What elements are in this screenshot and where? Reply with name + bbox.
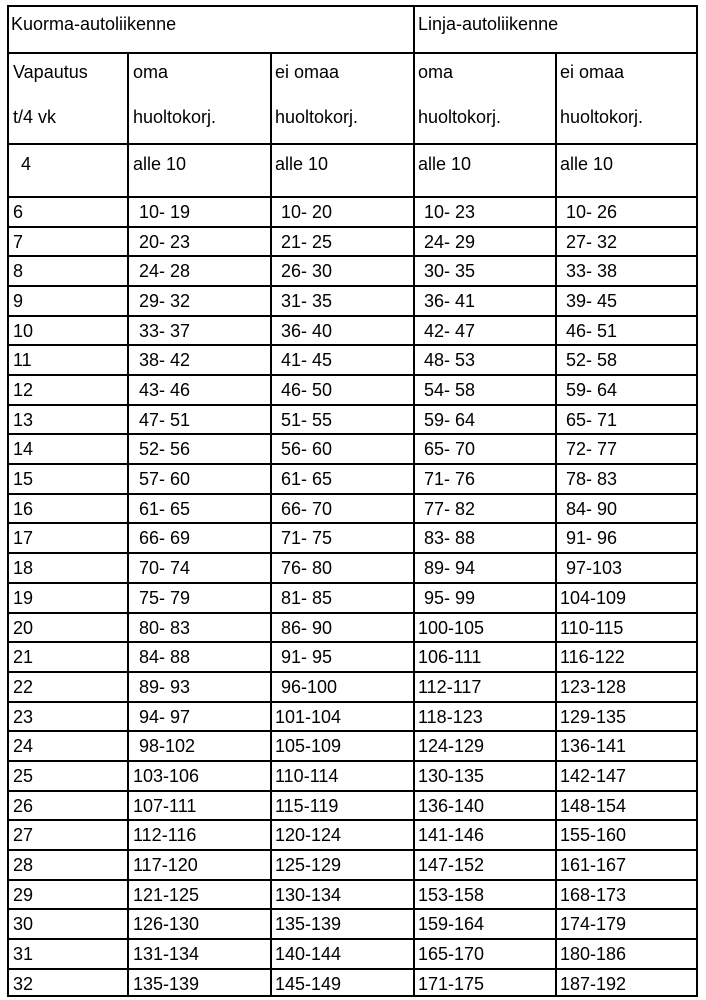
- table-cell: 10- 23: [424, 202, 476, 222]
- row-divider: [9, 552, 696, 554]
- row-divider: [9, 790, 696, 792]
- table-cell: 187-192: [560, 974, 627, 994]
- table-cell: 21- 25: [281, 232, 333, 252]
- table-cell: 26: [13, 796, 34, 816]
- table-cell: 126-130: [133, 914, 200, 934]
- table-cell: 9: [13, 291, 24, 311]
- table-cell: 41- 45: [281, 350, 333, 370]
- table-cell: 16: [13, 499, 34, 519]
- table-cell: 29- 32: [139, 291, 191, 311]
- table-cell: 106-111: [418, 647, 482, 667]
- table-cell: 71- 76: [424, 469, 476, 489]
- table-cell: 98-102: [139, 736, 196, 756]
- table-cell: 142-147: [560, 766, 627, 786]
- header-col2-line1: oma: [133, 62, 169, 82]
- table-cell: 115-119: [275, 796, 339, 816]
- table-cell: 96-100: [281, 677, 338, 697]
- table-cell: 91- 95: [281, 647, 333, 667]
- table-cell: 52- 58: [566, 350, 618, 370]
- table-cell: 148-154: [560, 796, 627, 816]
- header-col5-line2: huoltokorj.: [560, 107, 644, 127]
- table-cell: 18: [13, 558, 34, 578]
- table-cell: 25: [13, 766, 34, 786]
- table-cell: 117-120: [133, 855, 198, 875]
- header-col2-line2: huoltokorj.: [133, 107, 217, 127]
- row-divider: [9, 612, 696, 614]
- table-cell: 80- 83: [139, 618, 191, 638]
- table-cell: 31- 35: [281, 291, 333, 311]
- table-cell: 27- 32: [566, 232, 618, 252]
- table-cell: 159-164: [418, 914, 485, 934]
- table-cell: 100-105: [418, 618, 485, 638]
- row-divider: [9, 344, 696, 346]
- table-cell: 59- 64: [566, 380, 618, 400]
- table-cell: 91- 96: [566, 528, 618, 548]
- table-cell: 135-139: [133, 974, 200, 994]
- row-divider: [9, 849, 696, 851]
- table-cell: 56- 60: [281, 439, 333, 459]
- table-cell: 8: [13, 261, 24, 281]
- table-cell: 135-139: [275, 914, 342, 934]
- table-cell: 118-123: [418, 707, 483, 727]
- table-cell: 7: [13, 232, 24, 252]
- table-cell: 171-175: [418, 974, 485, 994]
- table-cell: 120-124: [275, 825, 342, 845]
- table-cell: 89- 94: [424, 558, 476, 578]
- table-cell: 24- 29: [424, 232, 476, 252]
- row-divider: [9, 404, 696, 406]
- table-cell: 61- 65: [281, 469, 333, 489]
- row-divider: [9, 143, 696, 145]
- table-cell: 11: [13, 350, 32, 370]
- table-cell: 36- 40: [281, 321, 333, 341]
- table-cell: 21: [13, 647, 34, 667]
- table-cell: alle 10: [560, 154, 614, 174]
- table-cell: 112-116: [133, 825, 197, 845]
- table-cell: 105-109: [275, 736, 342, 756]
- row-divider: [9, 582, 696, 584]
- table-cell: 174-179: [560, 914, 627, 934]
- table-cell: 70- 74: [139, 558, 191, 578]
- table-cell: 75- 79: [139, 588, 191, 608]
- row-divider: [9, 196, 696, 198]
- table-cell: 33- 38: [566, 261, 618, 281]
- table-cell: 103-106: [133, 766, 200, 786]
- table-cell: 46- 51: [566, 321, 618, 341]
- table-cell: alle 10: [133, 154, 187, 174]
- table-cell: 22: [13, 677, 34, 697]
- table-cell: 165-170: [418, 944, 485, 964]
- table-cell: 26- 30: [281, 261, 333, 281]
- table-cell: 123-128: [560, 677, 627, 697]
- table-cell: 145-149: [275, 974, 342, 994]
- table-cell: 121-125: [133, 885, 200, 905]
- row-divider: [9, 285, 696, 287]
- table-cell: 42- 47: [424, 321, 476, 341]
- table-cell: 153-158: [418, 885, 485, 905]
- row-divider: [9, 938, 696, 940]
- table-cell: 33- 37: [139, 321, 191, 341]
- table-cell: 61- 65: [139, 499, 191, 519]
- table-cell: 10- 26: [566, 202, 618, 222]
- row-divider: [9, 493, 696, 495]
- row-divider: [9, 433, 696, 435]
- row-divider: [9, 641, 696, 643]
- table-cell: 131-134: [133, 944, 200, 964]
- table-cell: 129-135: [560, 707, 627, 727]
- table-cell: 81- 85: [281, 588, 333, 608]
- table-cell: 83- 88: [424, 528, 476, 548]
- table-cell: 141-146: [418, 825, 485, 845]
- table-cell: alle 10: [418, 154, 472, 174]
- row-divider: [9, 255, 696, 257]
- row-divider: [9, 463, 696, 465]
- table-cell: 84- 90: [566, 499, 618, 519]
- row-divider: [9, 879, 696, 881]
- table-cell: 39- 45: [566, 291, 618, 311]
- table-cell: 110-115: [560, 618, 624, 638]
- group-title-truck: Kuorma-autoliikenne: [11, 14, 177, 34]
- table-cell: 155-160: [560, 825, 627, 845]
- row-divider: [9, 374, 696, 376]
- table-cell: 76- 80: [281, 558, 333, 578]
- row-divider: [9, 701, 696, 703]
- table-cell: 28: [13, 855, 34, 875]
- column-divider: [127, 53, 129, 995]
- column-divider: [270, 53, 272, 995]
- table-cell: 136-140: [418, 796, 485, 816]
- table-cell: 66- 70: [281, 499, 333, 519]
- table-cell: 36- 41: [424, 291, 476, 311]
- table-cell: 6: [13, 202, 24, 222]
- table-cell: 20- 23: [139, 232, 191, 252]
- row-divider: [9, 908, 696, 910]
- table-cell: 84- 88: [139, 647, 191, 667]
- table-cell: 97-103: [566, 558, 623, 578]
- header-col5-line1: ei omaa: [560, 62, 625, 82]
- table-cell: 130-134: [275, 885, 342, 905]
- group-divider: [413, 7, 415, 995]
- table-cell: 38- 42: [139, 350, 191, 370]
- header-col1-line1: Vapautus: [13, 62, 88, 82]
- row-divider: [9, 226, 696, 228]
- table-cell: 89- 93: [139, 677, 191, 697]
- column-divider: [555, 53, 557, 995]
- table-cell: 19: [13, 588, 34, 608]
- table-cell: 51- 55: [281, 410, 333, 430]
- header-col3-line2: huoltokorj.: [275, 107, 359, 127]
- table-cell: 46- 50: [281, 380, 333, 400]
- row-divider: [9, 522, 696, 524]
- table-cell: 32: [13, 974, 34, 994]
- group-title-bus: Linja-autoliikenne: [418, 14, 559, 34]
- table-cell: 43- 46: [139, 380, 191, 400]
- table-cell: 59- 64: [424, 410, 476, 430]
- table-cell: 54- 58: [424, 380, 476, 400]
- table-cell: alle 10: [275, 154, 329, 174]
- table-cell: 116-122: [560, 647, 625, 667]
- table-cell: 12: [13, 380, 34, 400]
- table-cell: 13: [13, 410, 34, 430]
- rate-table: [7, 5, 698, 997]
- row-divider: [9, 968, 696, 970]
- table-cell: 78- 83: [566, 469, 618, 489]
- table-cell: 17: [13, 528, 34, 548]
- table-cell: 168-173: [560, 885, 627, 905]
- table-cell: 180-186: [560, 944, 627, 964]
- row-divider: [9, 819, 696, 821]
- table-cell: 71- 75: [281, 528, 333, 548]
- row-divider: [9, 315, 696, 317]
- table-cell: 24- 28: [139, 261, 191, 281]
- table-cell: 104-109: [560, 588, 627, 608]
- table-cell: 110-114: [275, 766, 339, 786]
- table-cell: 125-129: [275, 855, 342, 875]
- table-cell: 30- 35: [424, 261, 476, 281]
- row-divider: [9, 671, 696, 673]
- row-divider: [9, 730, 696, 732]
- table-cell: 140-144: [275, 944, 342, 964]
- table-cell: 65- 70: [424, 439, 476, 459]
- row-divider: [9, 760, 696, 762]
- table-cell: 57- 60: [139, 469, 191, 489]
- table-cell: 147-152: [418, 855, 485, 875]
- table-cell: 29: [13, 885, 34, 905]
- table-cell: 136-141: [560, 736, 627, 756]
- table-cell: 65- 71: [566, 410, 618, 430]
- table-cell: 52- 56: [139, 439, 191, 459]
- table-cell: 31: [13, 944, 34, 964]
- table-cell: 124-129: [418, 736, 485, 756]
- table-cell: 20: [13, 618, 34, 638]
- table-cell: 30: [13, 914, 34, 934]
- table-cell: 23: [13, 707, 34, 727]
- table-cell: 47- 51: [139, 410, 191, 430]
- table-cell: 112-117: [418, 677, 482, 697]
- header-col4-line1: oma: [418, 62, 454, 82]
- table-cell: 10- 20: [281, 202, 333, 222]
- table-cell: 161-167: [560, 855, 627, 875]
- row-divider: [9, 52, 696, 54]
- table-cell: 4: [21, 154, 32, 174]
- table-cell: 86- 90: [281, 618, 333, 638]
- table-cell: 10- 19: [139, 202, 191, 222]
- table-cell: 66- 69: [139, 528, 191, 548]
- table-cell: 95- 99: [424, 588, 476, 608]
- header-col3-line1: ei omaa: [275, 62, 340, 82]
- table-cell: 15: [13, 469, 34, 489]
- table-cell: 107-111: [133, 796, 197, 816]
- table-cell: 27: [13, 825, 34, 845]
- table-cell: 101-104: [275, 707, 342, 727]
- table-cell: 48- 53: [424, 350, 476, 370]
- table-cell: 24: [13, 736, 34, 756]
- table-cell: 14: [13, 439, 34, 459]
- table-cell: 72- 77: [566, 439, 618, 459]
- table-cell: 130-135: [418, 766, 485, 786]
- table-cell: 10: [13, 321, 34, 341]
- header-col1-line2: t/4 vk: [13, 107, 57, 127]
- header-col4-line2: huoltokorj.: [418, 107, 502, 127]
- table-cell: 77- 82: [424, 499, 476, 519]
- table-cell: 94- 97: [139, 707, 191, 727]
